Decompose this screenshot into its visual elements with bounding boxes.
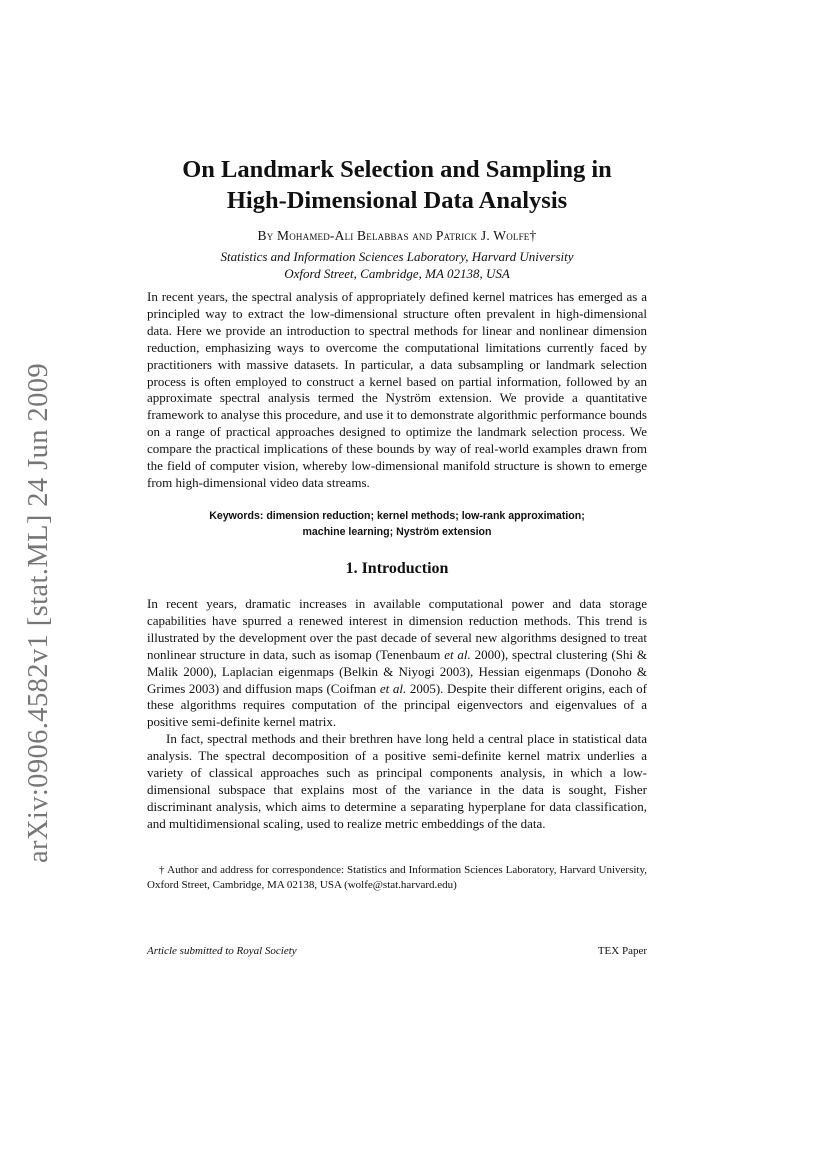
- arxiv-side-stamp: [18, 362, 60, 864]
- author-prefix: By: [257, 228, 278, 243]
- footer-submission-note: Article submitted to Royal Society: [147, 945, 297, 957]
- arxiv-identifier: arXiv:0906.4582v1 [stat.ML] 24 Jun 2009: [23, 362, 54, 864]
- title-line-2: High-Dimensional Data Analysis: [226, 187, 568, 214]
- intro-paragraph-2: In fact, spectral methods and their brethren have long held a central place in statistical data analysis. The spectral decomposition of a positive semi-definite kernel matrix underlies a variety of classical approaches such as principal components analysis, in which a low-dimensional subspace that explains most of the variance in the data is sought, Fisher discriminant analysis, which aims to determine a separating hyperplane for data classification, and multidimensional scaling, used to realize metric embeddings of the data.: [147, 731, 647, 831]
- keywords: [147, 509, 647, 540]
- keywords-line-1: Keywords: dimension reduction; kernel methods; low-rank approximation;: [209, 510, 585, 522]
- footnote: † Author and address for correspondence: Statistics and Information Sciences Laboratory, Harvard University, Oxford Street, Cambridge, MA 02138, USA (wolfe@stat.harvard.edu): [147, 864, 647, 891]
- citation-et-al: et al.: [444, 646, 471, 662]
- intro-paragraph-1: [147, 596, 647, 731]
- author-names: Mohamed-Ali Belabbas and Patrick J. Wolfe†: [277, 228, 537, 243]
- citation-et-al: et al.: [379, 680, 407, 696]
- affiliation-line-1: Statistics and Information Sciences Laboratory, Harvard University: [220, 249, 574, 264]
- author-line: [147, 228, 647, 244]
- intro-text: 2000), spectral clustering (Shi & Malik 2000), Laplacian eigenmaps (Belkin & Niyogi 2003), Hessian eigenmaps (Donoho & Grimes 2003) and diffusion maps (Coifman: [147, 646, 647, 696]
- keywords-line-2: machine learning; Nyström extension: [302, 525, 492, 538]
- affiliation-line-2: Oxford Street, Cambridge, MA 02138, USA: [284, 266, 510, 281]
- section-heading: 1. Introduction: [345, 560, 449, 577]
- intro-text: 2005). Despite their different origins, each of these algorithms requires computation of the principal eigenvectors and eigenvalues of a positive semi-definite kernel matrix.: [147, 680, 647, 730]
- abstract: In recent years, the spectral analysis of appropriately defined kernel matrices has emerged as a principled way to extract the low-dimensional structure often prevalent in high-dimensional data. Here we provide an introduction to spectral methods for linear and nonlinear dimension reduction, emphasizing ways to overcome the computational limitations currently faced by practitioners with massive datasets. In particular, a data subsampling or landmark selection process is often employed to construct a kernel based on partial information, followed by an approximate spectral analysis termed the Nyström extension. We provide a quantitative framework to analyse this procedure, and use it to demonstrate algorithmic performance bounds on a range of practical approaches designed to optimize the landmark selection process. We compare the practical implications of these bounds by way of real-world examples drawn from the field of computer vision, whereby low-dimensional manifold structure is shown to emerge from high-dimensional video data streams.: [147, 289, 647, 490]
- title-line-1: On Landmark Selection and Sampling in: [182, 156, 612, 183]
- intro-text: In recent years, dramatic increases in available computational power and data storage capabilities have spurred a renewed interest in dimension reduction methods. This trend is illustrated by the development over the past decade of several new algorithms designed to treat nonlinear structure in data, such as isomap (Tenenbaum: [147, 596, 647, 662]
- footer-paper-label: TEX Paper: [597, 945, 647, 957]
- affiliation: [147, 248, 647, 282]
- introduction-body: [147, 596, 647, 833]
- paper-title: [147, 154, 647, 216]
